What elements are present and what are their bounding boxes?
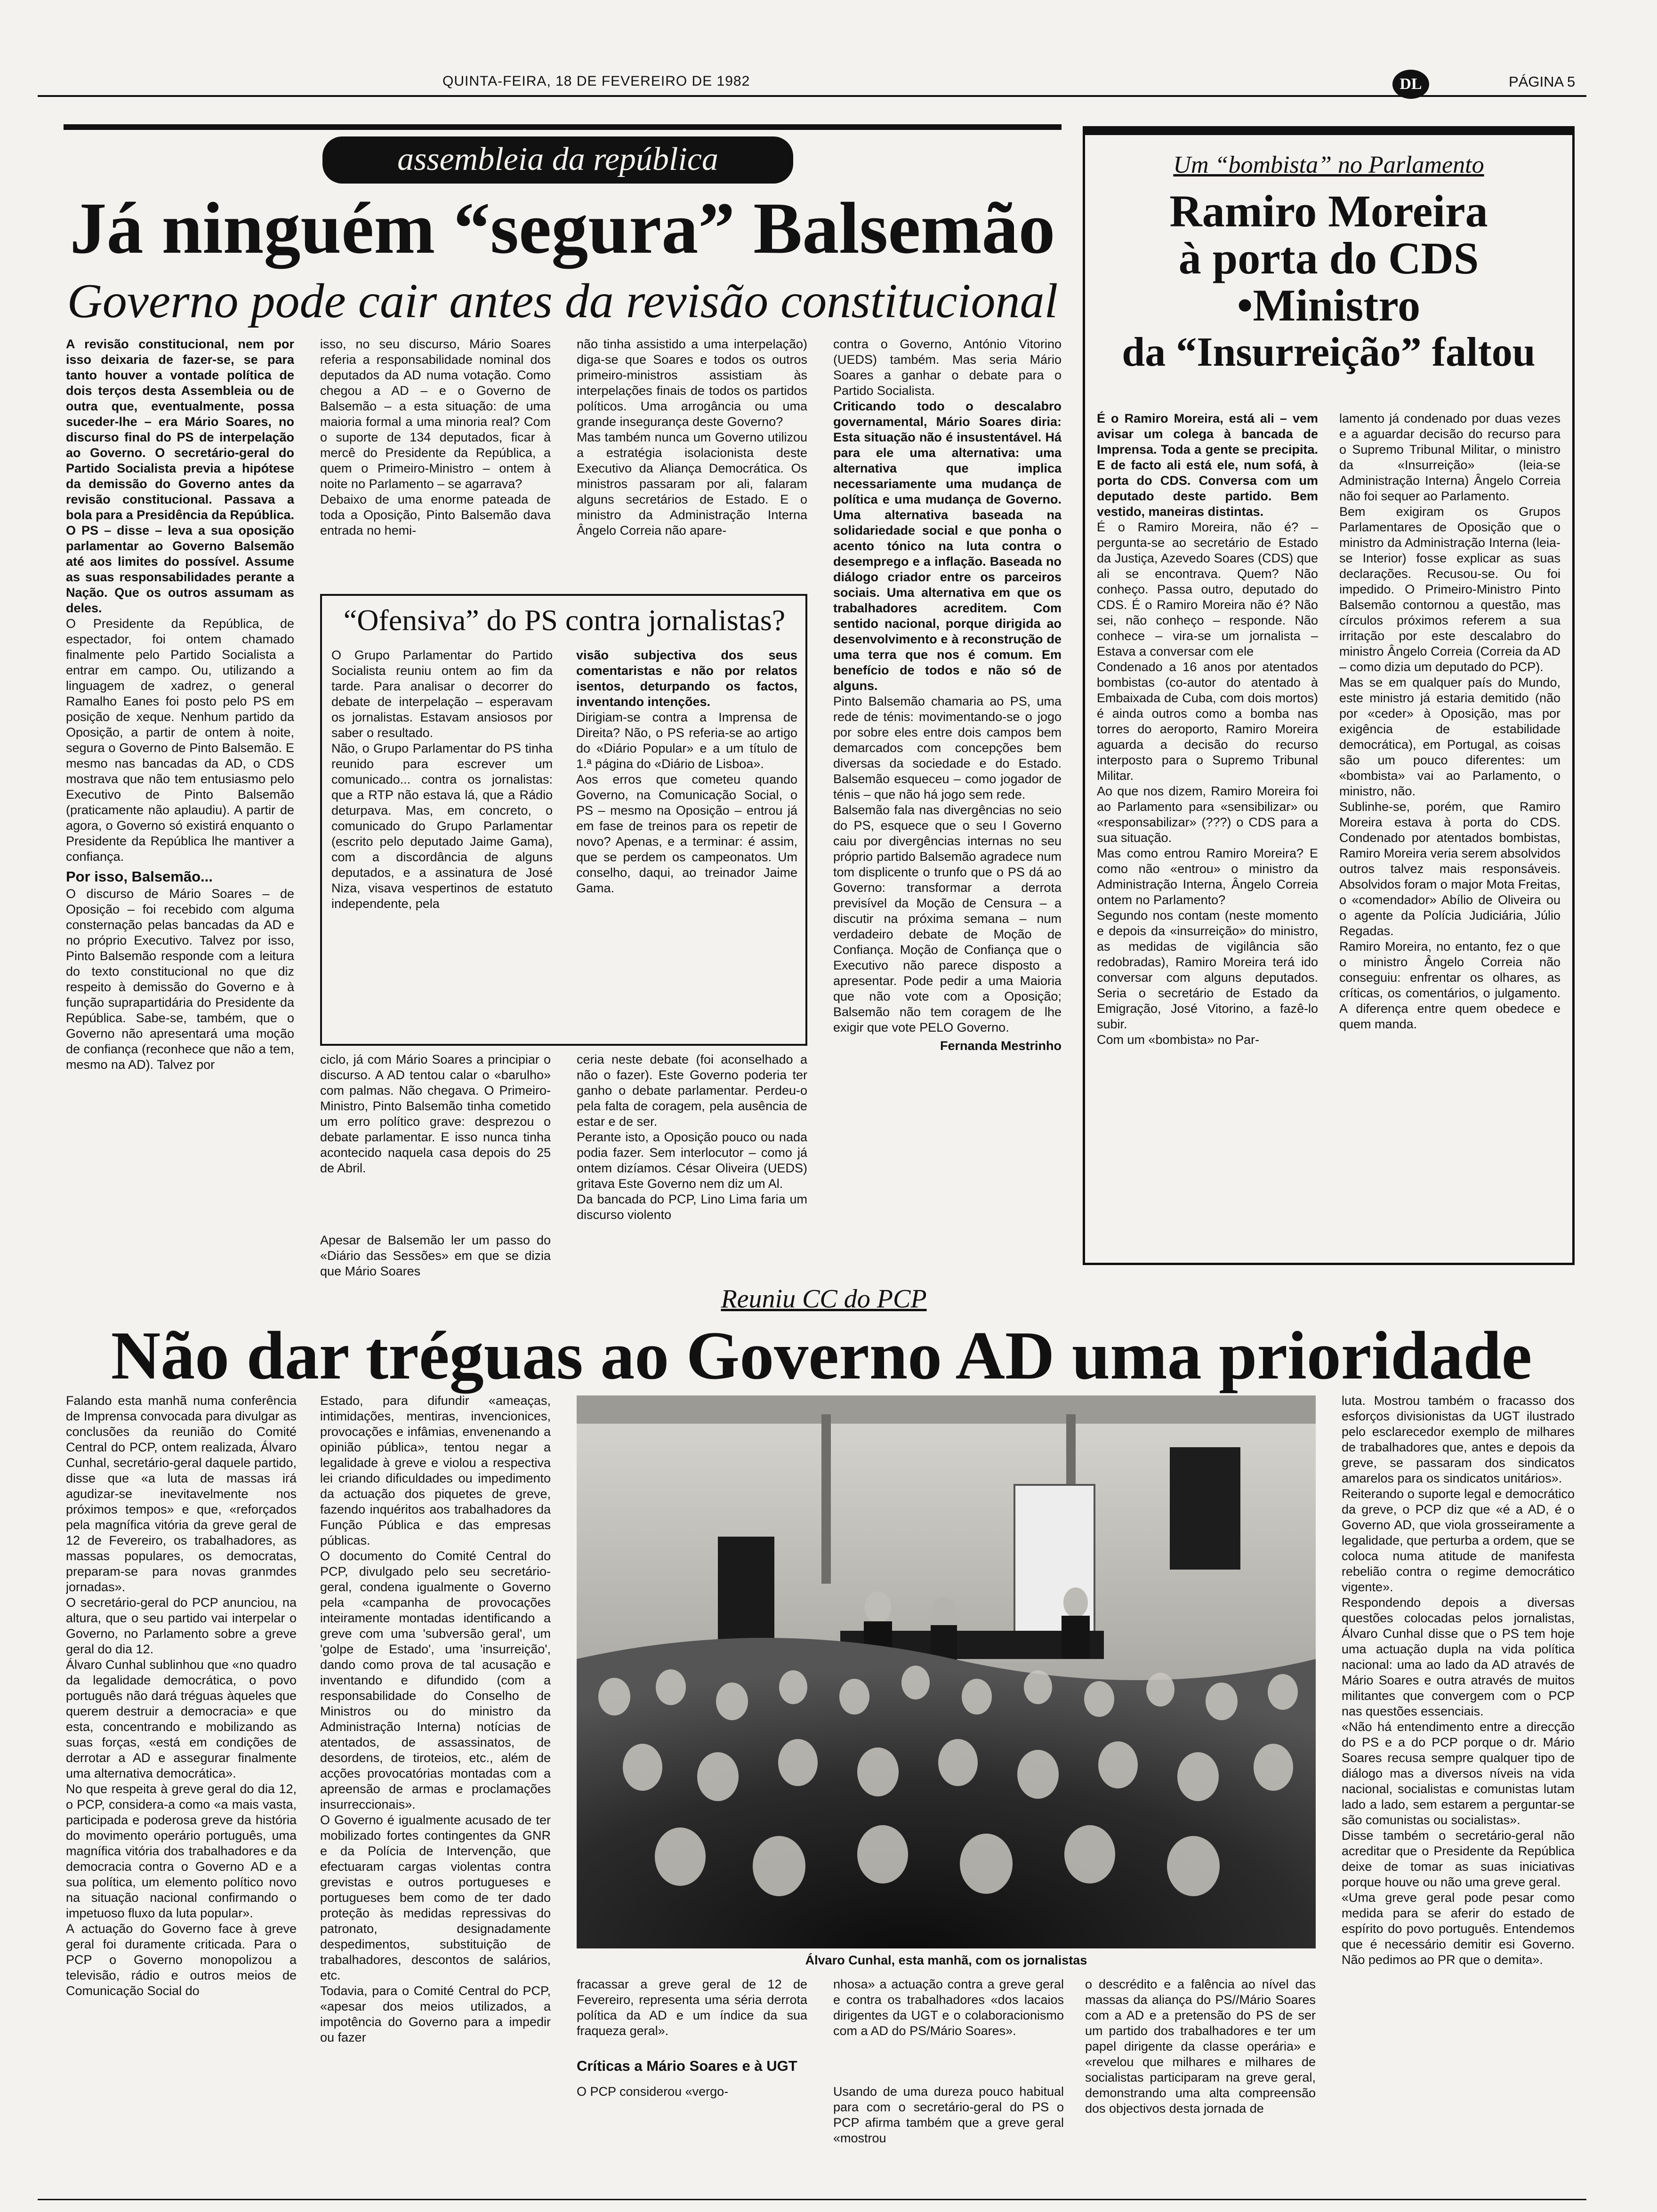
section-banner [322, 136, 793, 184]
sidebar-paragraph: É o Ramiro Moreira, não é? – pergunta-se ao secretário de Estado da Justiça, Azevedo Soares (CDS) que ali se encontrava. Quem? Não conheço. Passa outro, deputado do CDS. É o Ramiro Moreira não é? Não sei, não conheço – responde. Não conhece – vira-se um jornalista – Estava a conversar com ele [1097, 520, 1318, 658]
story2-paragraph: Álvaro Cunhal sublinhou que «no quadro da legalidade democrática, o povo português não dará tréguas àqueles que querem destruir a democracia» e que esta, concentrando e mobilizando as suas forças, «está em condições de derrotar a AD e assegurar finalmente uma alternativa democrática». [66, 1658, 297, 1780]
footer-rule [38, 2199, 1586, 2200]
sidebar-column-1 [1097, 411, 1318, 1249]
story2-headline: Não dar tréguas ao Governo AD uma prioridade [111, 1317, 1532, 1394]
story2-paragraph: Usando de uma dureza pouco habitual para com o secretário-geral do PS o PCP afirma também que a greve geral «mostrou [833, 2084, 1064, 2145]
story1-paragraph: Mas também nunca um Governo utilizou a estratégia isolacionista deste Executivo da Aliança Democrática. Os ministros passaram por ali, falaram alguns secretários de Estado. E o ministro da Administração Interna Ângelo Correia não apare- [577, 430, 807, 537]
story1-paragraph: contra o Governo, António Vitorino (UEDS) também. Mas seria Mário Soares a ganhar o debate para o Partido Socialista. [833, 337, 1062, 398]
sidebar-paragraph: Mas se em qualquer país do Mundo, este ministro já estaria demitido (não por «ceder» à Oposição, mas por exigência de estabilidade democrática), em Portugal, as coisas são um pouco diferentes: um «bombista» vai ao Parlamento, o ministro, não. [1339, 675, 1560, 798]
sidebar-paragraph: É o Ramiro Moreira, está ali – vem avisar um colega à bancada de Imprensa. Toda a gente se precipita. E de facto ali está ele, num sofá, à porta do CDS. Conversa com um deputado deste partido. Bem vestido, maneiras distintas. [1097, 411, 1318, 519]
sidebar-paragraph: Ramiro Moreira, no entanto, fez o que o ministro Ângelo Correia não conseguiu: enfrentar os olhares, as críticas, os comentários, o julgamento. A diferença entre quem obedece e quem manda. [1339, 939, 1560, 1031]
story1-paragraph: não tinha assistido a uma interpelação) diga-se que Soares e todos os outros primeiro-ministros assistiam às interpelações finais de todos os partidos políticos. Uma arrogância ou uma grande insegurança deste Governo? [577, 337, 807, 429]
ofensiva-column-1 [331, 648, 553, 1038]
logo-text: DL [1400, 75, 1422, 93]
sidebar-paragraph: Bem exigiram os Grupos Parlamentares de Oposição que o ministro da Administração Interna (leia-se Interior) fosse explicar as suas declarações. Recusou-se. Ou foi impedido. O Primeiro-Ministro Pinto Balsemão contornou a questão, mas círculos próximos referem a sua irritação por este descalabro do ministro Ângelo Correia (Correia da AD – como dizia um deputado do PCP). [1339, 505, 1560, 674]
story2-column-1 [66, 1393, 297, 2193]
ofensiva-paragraph: Aos erros que cometeu quando Governo, na Comunicação Social, o PS – mesmo na Oposição – entrou já em fase de treinos para os repetir de novo? Apenas, e a terminar: é assim, que se perdem os campeonatos. Um conselho, daqui, ao treinador Jaime Gama. [576, 772, 797, 895]
story1-paragraph: Perante isto, a Oposição pouco ou nada podia fazer. Sem interlocutor – como já ontem dizíamos. César Oliveira (UEDS) gritava Este Governo nem diz um Al. [577, 1130, 807, 1191]
press-conference-photo [577, 1395, 1316, 1948]
story1-byline: Fernanda Mestrinho [940, 1039, 1062, 1053]
story1-paragraph: Apesar de Balsemão ler um passo do «Diário das Sessões» em que se dizia que Mário Soares [320, 1233, 551, 1278]
photo-illustration [577, 1395, 1316, 1948]
story1-column-2-continued [320, 1052, 551, 1301]
story1-paragraph: Debaixo de uma enorme pateada de toda a Oposição, Pinto Balsemão dava entrada no hemi- [320, 492, 551, 537]
story1-top-rule [64, 124, 1062, 130]
ofensiva-column-2 [576, 648, 797, 1038]
story1-column-3-continued [577, 1052, 807, 1301]
sidebar-headline-3: •Ministro [1237, 280, 1421, 330]
story2-paragraph: luta. Mostrou também o fracasso dos esforços divisionistas da UGT ilustrado pelo esclarecedor exemplo de milhares de trabalhadores que, antes e depois da greve, se passaram dos sindicatos amarelos para os sindicatos unitários». [1342, 1394, 1575, 1485]
story1-headline: Já ninguém “segura” Balsemão [70, 187, 1055, 269]
story2-kicker: Reuniu CC do PCP [721, 1284, 927, 1314]
story1-paragraph: ceria neste debate (foi aconselhado a não o fazer). Este Governo poderia ter ganho o debate parlamentar. Perdeu-o pela falta de coragem, pela ausência de estar e de ser. [577, 1052, 807, 1129]
story1-paragraph: ciclo, já com Mário Soares a principiar o discurso. A AD tentou calar o «barulho» com palmas. Não chegava. O Primeiro-Ministro, Pinto Balsemão tinha cometido um erro político grave: desprezou o debate parlamentar. E isso nunca tinha acontecido naquela casa depois do 25 de Abril. [320, 1052, 551, 1175]
story1-column-2 [320, 337, 551, 591]
story1-subhead: Governo pode cair antes da revisão constitucional [67, 274, 1058, 328]
newspaper-logo [1392, 70, 1429, 99]
story2-column-3 [577, 1977, 807, 2193]
story1-paragraph: Da bancada do PCP, Lino Lima faria um discurso violento [577, 1192, 807, 1222]
sidebar-top-rule [1085, 128, 1572, 135]
story2-paragraph: nhosa» a actuação contra a greve geral e contra os trabalhadores «dos lacaios dirigentes da UGT e o colaboracionismo com a AD do PS/Mário Soares». [833, 1977, 1064, 2038]
sidebar-paragraph: Mas como entrou Ramiro Moreira? E como não «entrou» o ministro da Administração Interna, Ângelo Correia ontem no Parlamento? [1097, 846, 1318, 907]
story2-column-4 [833, 1977, 1064, 2193]
story2-paragraph: Falando esta manhã numa conferência de Imprensa convocada para divulgar as conclusões da reunião do Comité Central do PCP, ontem realizada, Álvaro Cunhal, secretário-geral daquele partido, disse que «a luta de massas irá agudizar-se inevitavelmente nos próximos tempos» e que, «reforçados pela magnífica vitória da greve geral de 12 de Fevereiro, os trabalhadores, as massas populares, os democratas, preparam-se para novas granmdes jornadas». [66, 1394, 297, 1594]
sidebar-paragraph: Ao que nos dizem, Ramiro Moreira foi ao Parlamento para «sensibilizar» ou «responsabilizar» (???) o CDS para a sua situação. [1097, 784, 1318, 845]
sidebar-paragraph: Com um «bombista» no Par- [1097, 1033, 1260, 1047]
story1-paragraph: Balsemão fala nas divergências no seio do PS, esquece que o seu I Governo caiu por divergências internas no seu próprio partido Balsemão agradece num tom displicente o trunfo que o PS dá ao Governo: transformar a derrota previsível da Moção de Censura – a discutir na próxima semana – num verdadeiro debate de Moção de Confiança. Moção de Confiança que o Executivo não parece disposto a apresentar. Pode pedir a uma Maioria que não vote com a Oposição; Balsemão não tem coragem de lhe exigir que vote PELO Governo. [833, 803, 1062, 1034]
section-banner-text: assembleia da república [397, 141, 718, 177]
story2-paragraph: O PCP considerou «vergo- [577, 2084, 729, 2099]
sidebar-kicker: Um “bombista” no Parlamento [1173, 152, 1484, 178]
dateline: QUINTA-FEIRA, 18 DE FEVEREIRO DE 1982 [442, 73, 750, 89]
sidebar-paragraph: Condenado a 16 anos por atentados bombistas (co-autor do atentado à Embaixada de Cuba, com dois mortos) é ainda outros como a bomba nas torres do aeroporto, Ramiro Moreira aguarda a decisão do recurso interposto para o Supremo Tribunal Militar. [1097, 660, 1318, 783]
story2-column-5 [1085, 1977, 1316, 2193]
story2-column-6 [1342, 1393, 1575, 2193]
story2-paragraph: Reiterando o suporte legal e democrático da greve, o PCP diz que «é a AD, é o Governo AD, que viola grosseiramente a legalidade, que perturba a ordem, que se coloca numa atitude de manifesta rebelião contra o regime democrático vigente». [1342, 1487, 1575, 1594]
story2-paragraph: «Não há entendimento entre a direcção do PS e a do PCP porque o dr. Mário Soares recusa sempre qualquer tipo de diálogo mas a diversos níveis na vida nacional, socialistas e comunistas lutam lado a lado, sem estarem a perguntar-se são comunistas ou socialistas». [1342, 1720, 1575, 1827]
story2-paragraph: fracassar a greve geral de 12 de Fevereiro, representa uma séria derrota política da AD e um índice da sua fraqueza geral». [577, 1977, 807, 2038]
sidebar-paragraph: Segundo nos contam (neste momento e depois da «insurreição» do ministro, as medidas de vigilância são redobradas), Ramiro Moreira terá ido conversar com alguns deputados. Seria o secretário de Estado da Emigração, José Vitorino, a fazê-lo subir. [1097, 908, 1318, 1031]
sidebar-headline-4: da “Insurreição” faltou [1122, 329, 1536, 375]
story2-paragraph: Disse também o secretário-geral não acreditar que o Presidente da República deixe de tomar as suas iniciativas porque houve ou não uma greve geral. [1342, 1828, 1575, 1889]
story2-paragraph: o descrédito e a falência ao nível das massas da aliança do PS//Mário Soares com a AD e a pretensão do PS de ser um partido dos trabalhadores e ter um papel dirigente da classe operária» e «revelou que milhares e milhares de socialistas participaram na greve geral, demonstrando uma alta compreensão dos objectivos desta jornada de [1085, 1977, 1316, 2116]
story2-paragraph: Estado, para difundir «ameaças, intimidações, mentiras, invencionices, provocações e infâmias, envenenando a opinião pública», tentou negar a legalidade à greve e violou a respectiva lei criando dificuldades ou impedimento da actuação dos piquetes de greve, fazendo inquéritos aos trabalhadores da Função Pública e das empresas públicas. [320, 1394, 551, 1547]
story1-paragraph: Pinto Balsemão chamaria ao PS, uma rede de ténis: movimentando-se o jogo por sobre eles entre dois campos bem demarcados com concepções bem diversas da sociedade e do Estado. Balsemão esqueceu – como jogador de ténis – que não há jogo sem rede. [833, 694, 1062, 801]
ofensiva-paragraph: visão subjectiva dos seus comentaristas e não por relatos isentos, deturpando os factos, inventando intenções. [576, 648, 797, 709]
story2-paragraph: O secretário-geral do PCP anunciou, na altura, que o seu partido vai interpelar o Governo, no Parlamento sobre a greve geral do dia 12. [66, 1595, 297, 1656]
sidebar-headline-1: Ramiro Moreira [1169, 186, 1488, 236]
story2-column-2 [320, 1393, 551, 2193]
story2-paragraph: Respondendo depois a diversas questões colocadas pelos jornalistas, Álvaro Cunhal disse que o PS tem hoje uma actuação dupla na vida política nacional: uma ao lado da AD através de Mário Soares e outra através de muitos militantes que convergem com o PCP nas questões essenciais. [1342, 1595, 1575, 1718]
story1-subheading: Por isso, Balsemão... [66, 868, 213, 885]
story2-subheading: Críticas a Mário Soares e à UGT [577, 2058, 797, 2074]
story1-paragraph: isso, no seu discurso, Mário Soares referia a responsabilidade nominal dos deputados da AD numa votação. Como chegou a AD – e o Governo de Balsemão – a esta situação: de uma maioria formal a uma minoria real? Com o suporte de 134 deputados, ficar à mercê do Presidente da República, a quem o Primeiro-Ministro – ontem à noite no Parlamento – se agarrava? [320, 337, 551, 491]
ofensiva-paragraph: O Grupo Parlamentar do Partido Socialista reuniu ontem ao fim da tarde. Para analisar o decorrer do debate de interpelação – esperavam os jornalistas. Estavam ansiosos por saber o resultado. [331, 648, 553, 740]
sidebar-paragraph: lamento já condenado por duas vezes e a aguardar decisão do recurso para o Supremo Tribunal Militar, o ministro da «Insurreição» (leia-se Administração Interna) Ângelo Correia não foi sequer ao Parlamento. [1339, 411, 1560, 503]
page-number: PÁGINA 5 [1509, 73, 1576, 90]
ofensiva-headline: “Ofensiva” do PS contra jornalistas? [343, 603, 786, 637]
story2-paragraph: Todavia, para o Comité Central do PCP, «apesar dos meios utilizados, a impotência do Governo para a impedir ou fazer [320, 1984, 551, 2044]
photo-caption: Álvaro Cunhal, esta manhã, com os jornalistas [805, 1953, 1087, 1967]
story2-paragraph: A actuação do Governo face à greve geral foi duramente criticada. Para o PCP o Governo monopolizou a televisão, rádio e outros meios de Comunicação Social do [66, 1922, 297, 1998]
sidebar-box [1083, 126, 1575, 1265]
story1-column-4 [833, 337, 1062, 1301]
sidebar-column-2 [1339, 411, 1560, 1249]
story2-paragraph: O Governo é igualmente acusado de ter mobilizado fortes contingentes da GNR e da Polícia de Intervenção, que efectuaram cargas violentas contra grevistas e outros portugueses e portugueses bem como de ter dado proteção às medidas repressivas do patronato, designadamente despedimentos, substituição de trabalhadores, descontos de salários, etc. [320, 1813, 551, 1982]
header-rule [38, 95, 1586, 97]
ofensiva-paragraph: Dirigiam-se contra a Imprensa de Direita? Não, o PS referia-se ao artigo do «Diário Popular» e a um título de 1.ª página do «Diário de Lisboa». [576, 710, 797, 771]
story1-column-1 [66, 337, 294, 1301]
story1-paragraph: O Presidente da República, de espectador, foi ontem chamado finalmente pelo Partido Socialista a entrar em campo. Ou, utilizando a linguagem de xadrez, o general Ramalho Eanes foi posto pelo PS em posição de xeque. Nenhum partido da Oposição, a partir de ontem à noite, segura o Governo de Pinto Balsemão. E mesmo nas bancadas da AD, o CDS mostrava que não tem entusiasmo pelo Executivo de Pinto Balsemão (praticamente não aplaudiu). A partir de agora, o Governo só existirá enquanto o Presidente da República lhe mantiver a confiança. [66, 617, 294, 864]
story1-lead: A revisão constitucional, nem por isso deixaria de fazer-se, se para tanto houver a vontade política de dois terços desta Assembleia ou de outra que, eventualmente, possa suceder-lhe – era Mário Soares, no discurso final do PS de interpelação ao Governo. O secretário-geral do Partido Socialista previa a hipótese da demissão do Governo antes da revisão constitucional. Passava a bola para a Presidência da República. O PS – disse – leva a sua oposição parlamentar ao Governo Balsemão até aos limites do possível. Assume as suas responsabilidades perante a Nação. Que os outros assumam as deles. [66, 337, 294, 615]
ofensiva-box [320, 594, 807, 1046]
sidebar-paragraph: Sublinhe-se, porém, que Ramiro Moreira estava à porta do CDS. Condenado por atentados bombistas, Ramiro Moreira veria serem absolvidos outros talvez mais responsáveis. Absolvidos foram o major Mota Freitas, o «comendador» Abílio de Oliveira ou o agente da Polícia Judiciária, Júlio Regadas. [1339, 800, 1560, 938]
ofensiva-paragraph: Não, o Grupo Parlamentar do PS tinha reunido para escrever um comunicado... contra os jornalistas: que a RTP não estava lá, que a Rádio deturpava. Mas, em concreto, o comunicado do Grupo Parlamentar (escrito pelo deputado Jaime Gama), com a discordância de alguns deputados, e a assinatura de José Niza, visava vespertinos de estatuto independente, pela [331, 741, 553, 911]
story1-paragraph: O discurso de Mário Soares – de Oposição – foi recebido com alguma consternação pelas bancadas da AD e no próprio Executivo. Talvez por isso, Pinto Balsemão responde com a leitura do texto constitucional no que diz respeito à demissão do Governo e à função suprapartidária do Presidente da República. Sabe-se, também, que o Governo não apresentará uma moção de confiança (reconhece que não a tem, mesmo na AD). Talvez por [66, 887, 294, 1072]
sidebar-headline-2: à porta do CDS [1178, 233, 1479, 283]
story2-paragraph: O documento do Comité Central do PCP, divulgado pelo seu secretário-geral, condena igualmente o Governo pela «campanha de provocações inteiramente montadas identificando a greve com uma 'subversão geral', um 'golpe de Estado', uma 'insurreição', dando como prova de tal acusação e inventando e difundido (com a responsabilidade do Conselho de Ministros ou do ministro da Administração Interna) notícias de atentados, de assassinatos, de desordens, de tiroteios, etc., além de acções provocatórias montadas com a apreensão de armas e proclamações insurreccionais». [320, 1549, 551, 1811]
story1-column-3 [577, 337, 807, 591]
story1-paragraph: Criticando todo o descalabro governamental, Mário Soares diria: Esta situação não é insustentável. Há para ele uma alternativa: uma alternativa que implica necessariamente uma mudança de política e uma mudança de Governo. Uma alternativa baseada na solidariedade social e que ponha o acento tónico na luta contra o desemprego e a inflação. Baseada no diálogo criador entre os parceiros sociais. Uma alternativa em que os trabalhadores acreditem. Com sentido nacional, porque dirigida ao desenvolvimento e à reconstrução de uma terra que nos é comum. Em benefício de todos e não só de alguns. [833, 399, 1062, 693]
story2-paragraph: «Uma greve geral pode pesar como medida para se aferir do estado de espírito do povo português. Entendemos que é necessário demitir esi Governo. Não pedimos ao PR que o demita». [1342, 1891, 1575, 1967]
story2-paragraph: No que respeita à greve geral do dia 12, o PCP, considera-a como «a mais vasta, participada e poderosa greve da história do movimento operário português, uma magnífica vitória dos trabalhadores e da democracia contra o Governo AD e a sua política, um elemento político novo na situação nacional confirmando o impetuoso fluxo da luta popular». [66, 1782, 297, 1920]
